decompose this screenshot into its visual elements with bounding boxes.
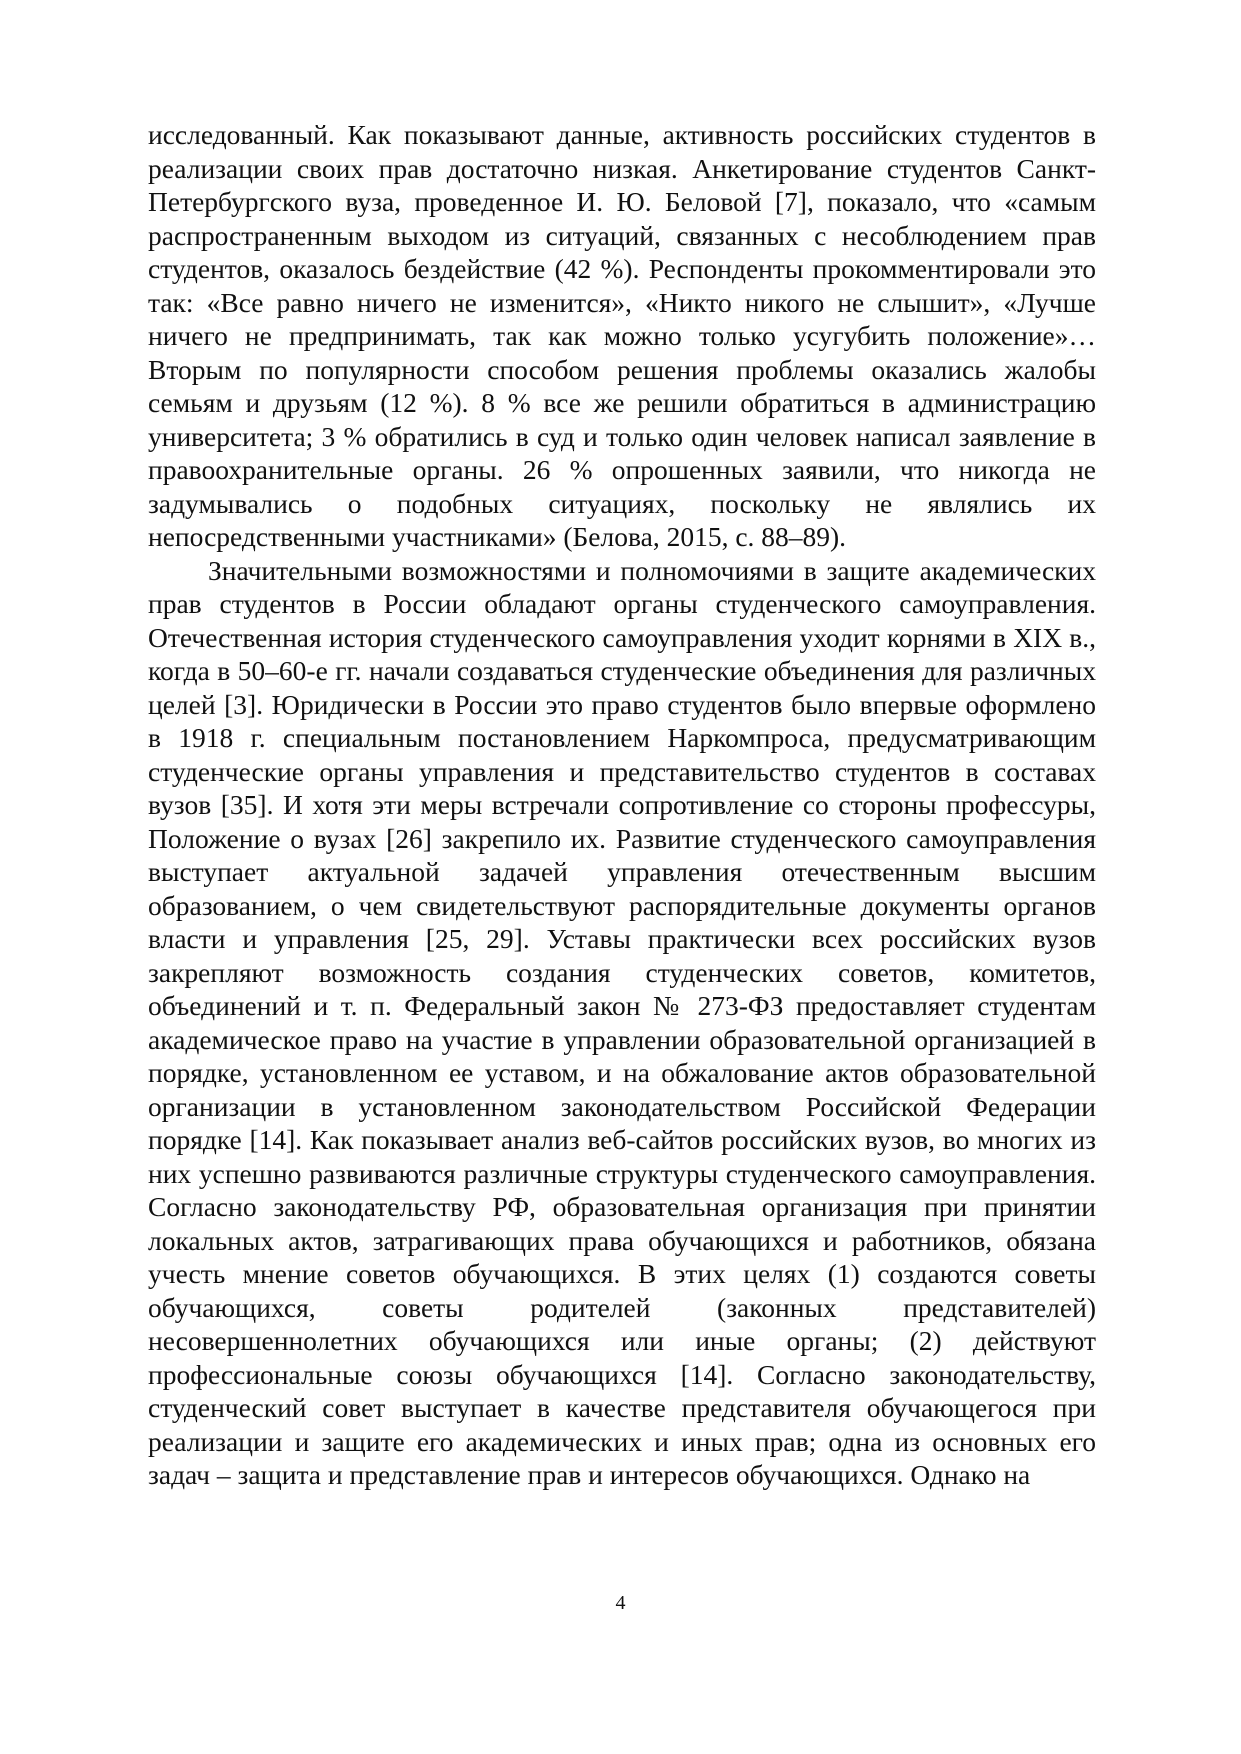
body-text: [148, 118, 1096, 1492]
paragraph-student-self-government: Значительными возможностями и полномочиями в защите академических прав студентов в России обладают органы студенческого самоуправления. Отечественная история студенческого самоуправления уходит корнями в XIX в., когда в 50–60-е гг. начали создаваться студенческие объединения для различных целей [3]. Юридически в России это право студентов было впервые оформлено в 1918 г. специальным постановлением Наркомпроса, предусматривающим студенческие органы управления и представительство студентов в составах вузов [35]. И хотя эти меры встречали сопротивление со стороны профессуры, Положение о вузах [26] закрепило их. Развитие студенческого самоуправления выступает актуальной задачей управления отечественным высшим образованием, о чем свидетельствуют распорядительные документы органов власти и управления [25, 29]. Уставы практически всех российских вузов закрепляют возможность создания студенческих советов, комитетов, объединений и т. п. Федеральный закон № 273-ФЗ предоставляет студентам академическое право на участие в управлении образовательной организацией в порядке, установленном ее уставом, и на обжалование актов образовательной организации в установленном законодательством Российской Федерации порядке [14]. Как показывает анализ веб-сайтов российских вузов, во многих из них успешно развиваются различные структуры студенческого самоуправления. Согласно законодательству РФ, образовательная организация при принятии локальных актов, затрагивающих права обучающихся и работников, обязана учесть мнение советов обучающихся. В этих целях (1) создаются советы обучающихся, советы родителей (законных представителей) несовершеннолетних обучающихся или иные органы; (2) действуют профессиональные союзы обучающихся [14]. Согласно законодательству, студенческий совет выступает в качестве представителя обучающегося при реализации и защите его академических и иных прав; одна из основных его задач – защита и представление прав и интересов обучающихся. Однако на: [148, 554, 1096, 1490]
page-number: 4: [615, 1592, 626, 1614]
paragraph-survey-results: исследованный. Как показывают данные, активность российских студентов в реализации своих прав достаточно низкая. Анкетирование студентов Санкт-Петербургского вуза, проведенное И. Ю. Беловой [7], показало, что «самым распространенным выходом из ситуаций, связанных с несоблюдением прав студентов, оказалось бездействие (42 %). Респонденты прокомментировали это так: «Все равно ничего не изменится», «Никто никого не слышит», «Лучше ничего не предпринимать, так как можно только усугубить положение»… Вторым по популярности способом решения проблемы оказались жалобы семьям и друзьям (12 %). 8 % все же решили обратиться в администрацию университета; 3 % обратились в суд и только один человек написал заявление в правоохранительные органы. 26 % опрошенных заявили, что никогда не задумывались о подобных ситуациях, поскольку не являлись их непосредственными участниками» (Белова, 2015, с. 88–89).: [148, 119, 1096, 552]
